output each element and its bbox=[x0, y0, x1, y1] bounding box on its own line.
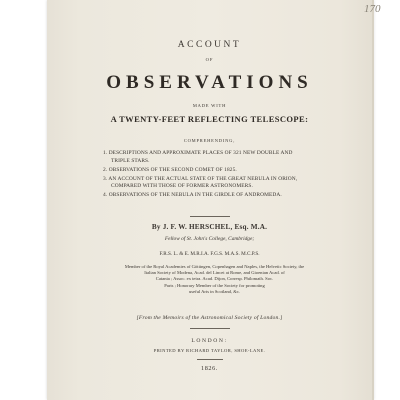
author-memberships bbox=[117, 264, 312, 295]
title-of: OF bbox=[205, 57, 214, 62]
title-observations: OBSERVATIONS bbox=[106, 72, 313, 93]
divider-rule bbox=[190, 216, 230, 217]
title-made-with: MADE WITH bbox=[192, 103, 227, 108]
contents-item-2: 2. OBSERVATIONS OF THE SECOND COMET OF 1825. bbox=[103, 166, 237, 173]
divider-rule bbox=[190, 328, 230, 329]
membership-line: Catania ; Assoc. ex tetra. Acad. Dijon, Corresp. Philomath. Soc. bbox=[155, 276, 274, 282]
membership-line: Member of the Royal Academies of Göttingen, Copenhagen and Naples, the Helvetic Society, the bbox=[124, 264, 305, 269]
contents-item-1-continued: TRIPLE STARS. bbox=[111, 157, 150, 164]
title-account: ACCOUNT bbox=[177, 40, 242, 50]
title-page bbox=[47, 0, 372, 400]
contents-list bbox=[103, 150, 353, 200]
contents-item-3-continued: COMPARED WITH THOSE OF FORMER ASTRONOMERS. bbox=[111, 183, 253, 190]
title-telescope: A TWENTY-FEET REFLECTING TELESCOPE: bbox=[110, 114, 309, 124]
source-note: [From the Memoirs of the Astronomical Society of London.] bbox=[136, 315, 283, 321]
divider-rule bbox=[197, 359, 223, 360]
page-edge bbox=[372, 0, 374, 400]
pencil-annotation: 170 bbox=[364, 3, 381, 15]
membership-line: Paris ; Honorary Member of the Society for promoting bbox=[164, 282, 265, 288]
imprint-city: LONDON: bbox=[191, 338, 228, 344]
contents-item-3: 3. AN ACCOUNT OF THE ACTUAL STATE OF THE GREAT NEBULA IN ORION, bbox=[103, 175, 298, 182]
contents-item-4: 4. OBSERVATIONS OF THE NEBULA IN THE GIRDLE OF ANDROMEDA. bbox=[103, 192, 282, 199]
contents-item-1: 1. DESCRIPTIONS AND APPROXIMATE PLACES OF 321 NEW DOUBLE AND bbox=[103, 150, 293, 156]
author-societies: F.R.S. L. & E. M.R.I.A. F.G.S. M.A.S. M.C.P.S. bbox=[159, 251, 260, 257]
membership-line: useful Arts in Scotland, &c. bbox=[188, 288, 241, 294]
imprint-year: 1826. bbox=[201, 365, 218, 372]
author-byline: By J. F. W. HERSCHEL, Esq. M.A. bbox=[151, 223, 268, 231]
imprint-printer: PRINTED BY RICHARD TAYLOR, SHOE-LANE. bbox=[153, 348, 266, 353]
title-comprehending: COMPREHENDING, bbox=[183, 138, 236, 143]
author-fellowship: Fellow of St. John's College, Cambridge; bbox=[164, 236, 255, 242]
membership-line: Italian Society of Modena, Acad. del Lincei at Rome, and Gioenian Acad. of bbox=[144, 270, 285, 276]
